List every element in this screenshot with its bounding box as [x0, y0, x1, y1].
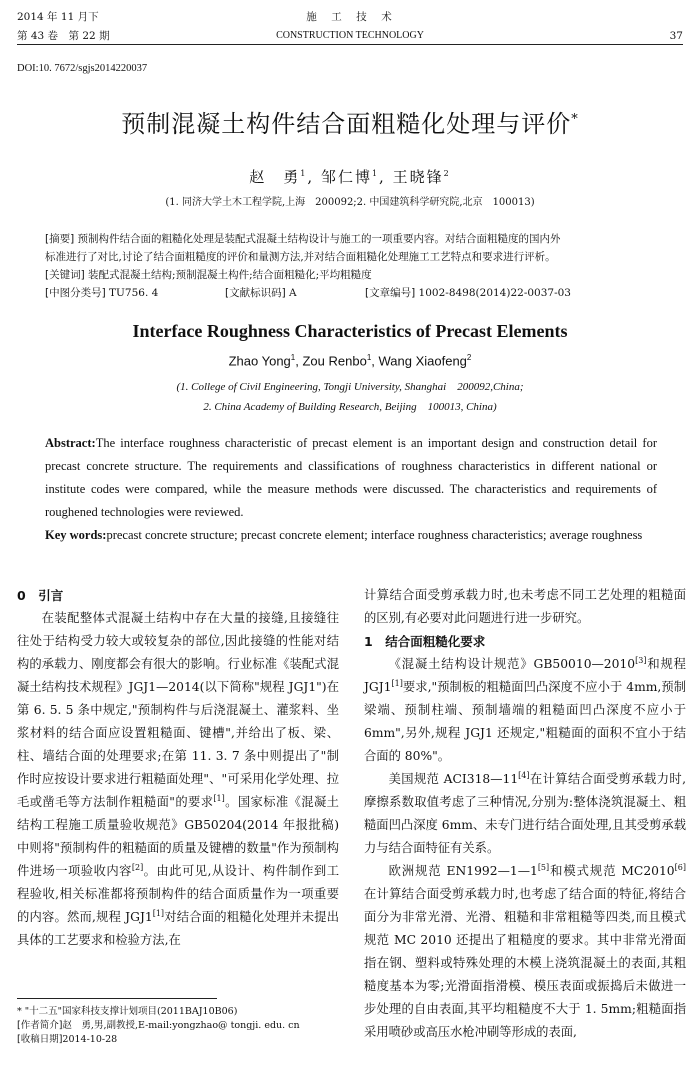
affiliations-en-line1: (1. College of Civil Engineering, Tongji University, Shanghai 200092,China;	[176, 381, 524, 393]
paragraph-aci318: 美国规范 ACI318—11[4]在计算结合面受剪承载力时,摩擦系数取值考虑了三种情况,分别为:整体浇筑混凝土、粗糙面凹凸深度 6mm、未专门进行结合面处理,且其受剪承载力与结合面特征有关系。	[364, 770, 686, 855]
author-affiliation-mark: 1	[300, 169, 308, 178]
author-name: 赵 勇	[249, 168, 301, 186]
citation-ref: [1]	[152, 908, 165, 918]
affiliations-en-line2: 2. China Academy of Building Research, Beijing 100013, China)	[203, 401, 497, 413]
document-code: A	[289, 287, 297, 299]
citation-ref: [2]	[131, 862, 144, 872]
keywords-en: Key words:precast concrete structure; precast concrete element; interface roughness characteristics; average roughness	[45, 528, 643, 542]
left-column	[17, 584, 339, 952]
header-rule	[17, 44, 683, 45]
author-affiliation-mark: 1	[371, 169, 380, 178]
header-journal-en: CONSTRUCTION TECHNOLOGY	[276, 30, 424, 41]
header-journal-cn: 施 工 技 术	[306, 11, 394, 23]
header-date: 2014 年 11 月下	[17, 11, 99, 23]
right-column	[364, 584, 686, 1044]
author-name: Zou Renbo	[302, 353, 367, 369]
author-name: 王晓锋	[392, 168, 444, 186]
page-title: 预制混凝土构件结合面粗糙化处理与评价*	[121, 110, 579, 138]
header-volume: 第 43 卷 第 22 期	[17, 30, 110, 42]
citation-ref: [5]	[537, 862, 550, 872]
abstract-cn: [摘要] 预制构件结合面的粗糙化处理是装配式混凝土结构设计与施工的一项重要内容。对结合面粗糙度的国内外 标准进行了对比,讨论了结合面粗糙度的评价和量测方法,并对结合面粗糙化处理施工工艺特点和要求进行评析。 [关键词] 装配式混凝土结构;预制混凝土构件;结合面粗糙化;平均粗糙度 [中图分类号] TU756. 4 [文献标识码] A [文章编号] 1002-8498(2014)22-0037-03	[45, 233, 571, 299]
citation-ref: [6]	[674, 862, 686, 872]
citation-ref: [1]	[391, 678, 403, 688]
section-1-title: 1 结合面粗糙化要求	[364, 634, 486, 649]
affiliations-cn: (1. 同济大学土木工程学院,上海 200092;2. 中国建筑科学研究院,北京 100013)	[165, 197, 535, 208]
abstract-en: Abstract:The interface roughness characteristic of precast element is an important design and construction detail for precast concrete structure. The requirements and classifications of roughness characteristics in different national or institute codes were compared, while the measure methods were discussed. The characteristics and requirements of roughened technologies were reviewed.	[45, 436, 657, 519]
paragraph-gb50010: 《混凝土结构设计规范》GB50010—2010[3]和规程 JGJ1[1]要求,"预制板的粗糙面凹凸深度不应小于 4mm,预制梁端、预制柱端、预制墙端的粗糙面凹凸深度不应小于 6mm",另外,规程 JGJ1 还规定,"粗糙面的面积不宜小于结合面的 80%"。	[364, 655, 686, 763]
section-0-title: 0 引言	[17, 588, 64, 603]
citation-ref: [4]	[518, 770, 530, 780]
continued-paragraph: 计算结合面受剪承载力时,也未考虑不同工艺处理的粗糙面的区别,有必要对此问题进行进一步研究。	[364, 588, 686, 625]
author-name: 邹仁博	[320, 168, 372, 186]
paragraph-en1992: 欧洲规范 EN1992—1—1[5]和模式规范 MC2010[6]在计算结合面受剪承载力时,也考虑了结合面的特征,将结合面分为非常光滑、光滑、粗糙和非常粗糙等四类,而且模式规范 MC 2010 还提出了粗糙度的要求。其中非常光滑面指在钢、塑料或特殊处理的木模上浇筑混凝土的表面,其粗糙度基本为零;光滑面指滑模、模压表面或振捣后未做进一步处理的自由表面,其平均粗糙度不大于 1. 5mm;粗糙面指采用喷砂或高压水枪冲刷等形成的表面,	[364, 862, 686, 1039]
author-affiliation-mark: 2	[443, 169, 451, 178]
title-en: Interface Roughness Characteristics of Precast Elements	[132, 321, 568, 341]
authors-en: Zhao Yong$^1$, Zou Renbo$^1$, Wang Xiaofeng$^2$	[228, 353, 472, 369]
authors-cn: 赵 勇$^1$, 邹仁博$^1$, 王晓锋$^2$	[249, 168, 451, 186]
keywords-cn-label: [关键词]	[45, 269, 85, 281]
footnote: * "十二五"国家科技支撑计划项目(2011BAJ10B06) [作者简介]赵 勇,男,副教授,E-mail:yongzhao@ tongji. edu. cn [收稿日期]2014-10-28	[17, 1005, 357, 1047]
clc-number: TU756. 4	[109, 287, 159, 299]
article-number: 1002-8498(2014)22-0037-03	[418, 287, 571, 299]
author-affiliation-mark: 2	[466, 353, 472, 362]
citation-ref: [3]	[635, 655, 647, 665]
citation-ref: [1]	[213, 793, 225, 803]
footnote-fund: * "十二五"国家科技支撑计划项目(2011BAJ10B06)	[17, 1006, 238, 1017]
header-page-number: 37	[669, 30, 683, 42]
footnote-date: 2014-10-28	[62, 1034, 118, 1045]
keywords-cn: 装配式混凝土结构;预制混凝土构件;结合面粗糙化;平均粗糙度	[88, 269, 372, 281]
abstract-cn-label: [摘要]	[45, 233, 75, 245]
footnote-rule	[17, 998, 217, 999]
author-affiliation-mark: 1	[290, 353, 296, 362]
doi: DOI:10. 7672/sgjs2014220037	[17, 63, 148, 74]
footnote-author: 赵 勇,男,副教授,E-mail:yongzhao@ tongji. edu. cn	[62, 1020, 300, 1031]
intro-paragraph: 在装配整体式混凝土结构中存在大量的接缝,且接缝往往处于结构受力较大或较复杂的部位,因此接缝的性能对结构的承载力、刚度都会有很大的影响。行业标准《装配式混凝土结构技术规程》JGJ1—2014(以下简称"规程 JGJ1")在第 6. 5. 5 条中规定,"预制构件与后浇混凝土、灌浆料、坐浆材料的结合面应设置粗糙面、键槽",并给出了板、梁、柱、墙结合面的处理要求;在第 11. 3. 7 条中则提出了"制作时应按设计要求进行粗糙面处理"、"可采用化学处理、拉毛或凿毛等方法制作粗糙面"的要求[1]。国家标准《混凝土结构工程施工质量验收规范》GB50204(2014 年报批稿)中则将"预制构件的粗糙面的质量及键槽的数量"作为预制构件进场一项验收内容[2]。由此可见,从设计、构件制作到工程验收,相关标准都将预制构件的结合面质量作为一项重要的内容。然而,规程 JGJ1[1]对结合面的粗糙化处理并未提出具体的工艺要求和检验方法,在	[17, 611, 339, 947]
author-name: Wang Xiaofeng	[378, 353, 467, 369]
author-affiliation-mark: 1	[366, 353, 372, 362]
author-name: Zhao Yong	[228, 353, 291, 369]
